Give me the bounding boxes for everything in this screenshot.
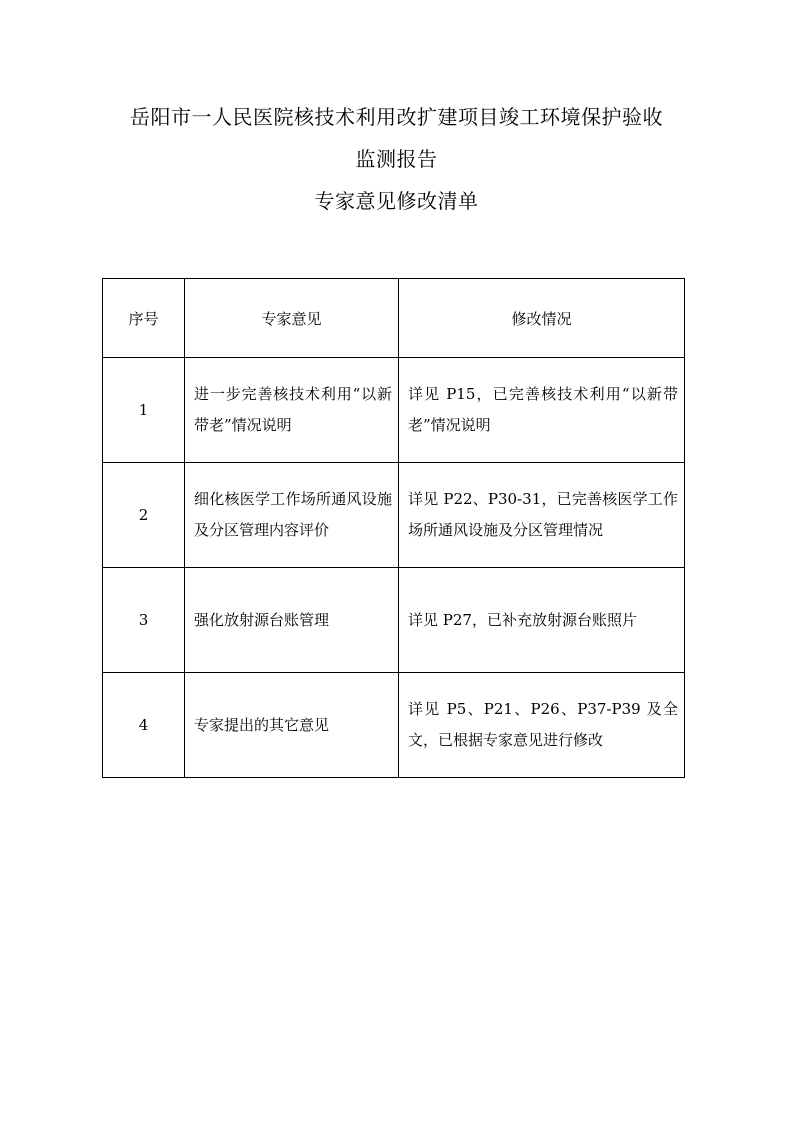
revision-cell bbox=[399, 568, 685, 673]
header-serial-number: 序号 bbox=[103, 279, 185, 358]
row-number: 3 bbox=[103, 568, 185, 673]
revision-table bbox=[102, 278, 685, 778]
expert-opinion-text: 进一步完善核技术利用“以新带老”情况说明 bbox=[194, 385, 392, 434]
table-row bbox=[103, 358, 685, 463]
header-revision-status: 修改情况 bbox=[399, 279, 685, 358]
expert-opinion-text: 细化核医学工作场所通风设施及分区管理内容评价 bbox=[194, 490, 392, 539]
row-number: 4 bbox=[103, 673, 185, 778]
expert-opinion-text: 专家提出的其它意见 bbox=[194, 715, 330, 734]
table-row bbox=[103, 673, 685, 778]
row-number: 1 bbox=[103, 358, 185, 463]
revision-cell bbox=[399, 358, 685, 463]
revision-text: 详见 P22、P30-31，已完善核医学工作场所通风设施及分区管理情况 bbox=[408, 490, 678, 539]
document-title-line2: 监测报告 bbox=[355, 147, 438, 171]
revision-text: 详见 P5、P21、P26、P37-P39 及全文，已根据专家意见进行修改 bbox=[408, 700, 678, 749]
revision-text: 详见 P15，已完善核技术利用“以新带老”情况说明 bbox=[408, 385, 678, 434]
expert-opinion-cell bbox=[185, 463, 399, 568]
expert-opinion-cell bbox=[185, 568, 399, 673]
header-expert-opinion: 专家意见 bbox=[185, 279, 399, 358]
revision-text: 详见 P27，已补充放射源台账照片 bbox=[408, 610, 637, 629]
expert-opinion-cell bbox=[185, 358, 399, 463]
table-row bbox=[103, 568, 685, 673]
revision-cell bbox=[399, 463, 685, 568]
table-header-row bbox=[103, 279, 685, 358]
row-number: 2 bbox=[103, 463, 185, 568]
expert-opinion-text: 强化放射源台账管理 bbox=[194, 610, 330, 629]
expert-opinion-cell bbox=[185, 673, 399, 778]
document-subtitle: 专家意见修改清单 bbox=[314, 189, 479, 213]
document-title-line1: 岳阳市一人民医院核技术利用改扩建项目竣工环境保护验收 bbox=[130, 105, 663, 129]
table-row bbox=[103, 463, 685, 568]
revision-cell bbox=[399, 673, 685, 778]
